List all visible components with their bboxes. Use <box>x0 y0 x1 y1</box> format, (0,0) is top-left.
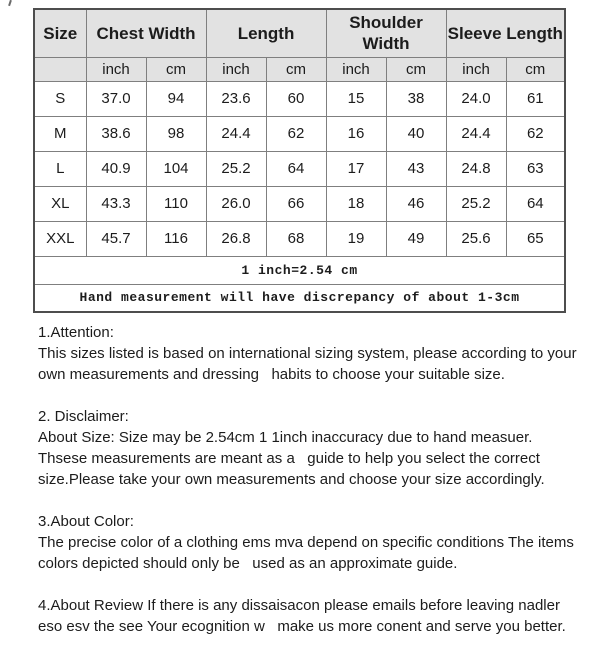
note-text: Hand measurement will have discrepancy of about 1-3cm <box>34 284 565 312</box>
table-row-xl <box>34 186 565 221</box>
value-cell: 61 <box>506 81 565 116</box>
value-cell: 24.8 <box>446 151 506 186</box>
value-cell: 24.4 <box>446 116 506 151</box>
paragraph-about-review <box>38 595 578 637</box>
table-unit-row <box>34 57 565 81</box>
value-cell: 49 <box>386 221 446 256</box>
paragraph-title: 3.About Color: <box>38 513 134 530</box>
table-row-s <box>34 81 565 116</box>
value-cell: 37.0 <box>86 81 146 116</box>
paragraph-body: This sizes listed is based on international sizing system, please according to your own measurements and dressing habits to choose your suitable size. <box>38 345 581 383</box>
unit-header: cm <box>506 57 565 81</box>
value-cell: 24.0 <box>446 81 506 116</box>
value-cell: 24.4 <box>206 116 266 151</box>
value-cell: 43.3 <box>86 186 146 221</box>
col-header-chest-width: Chest Width <box>86 9 206 57</box>
paragraph-body: The precise color of a clothing ems mva depend on specific conditions The items colors depicted should only be used as an approximate guide. <box>38 534 579 572</box>
paragraph-body: About Size: Size may be 2.54cm 1 1inch inaccuracy due to hand measuer. Thsese measurements are meant as a guide to help you select the correct size.Please take your own measurements and choose your size accordingly. <box>38 429 545 488</box>
value-cell: 25.2 <box>206 151 266 186</box>
unit-header: inch <box>86 57 146 81</box>
value-cell: 65 <box>506 221 565 256</box>
value-cell: 66 <box>266 186 326 221</box>
note-row-measurement-discrepancy <box>34 284 565 312</box>
value-cell: 18 <box>326 186 386 221</box>
note-text: 1 inch=2.54 cm <box>34 256 565 284</box>
value-cell: 98 <box>146 116 206 151</box>
value-cell: 15 <box>326 81 386 116</box>
value-cell: 40.9 <box>86 151 146 186</box>
artifact-mark <box>8 0 12 6</box>
col-header-shoulder-width: Shoulder Width <box>326 9 446 57</box>
value-cell: 116 <box>146 221 206 256</box>
value-cell: 26.8 <box>206 221 266 256</box>
value-cell: 64 <box>266 151 326 186</box>
paragraph-about-color <box>38 511 578 574</box>
note-row-inch-conversion <box>34 256 565 284</box>
value-cell: 26.0 <box>206 186 266 221</box>
size-cell: XL <box>34 186 86 221</box>
value-cell: 43 <box>386 151 446 186</box>
paragraph-disclaimer <box>38 406 578 490</box>
unit-header: cm <box>146 57 206 81</box>
size-cell: S <box>34 81 86 116</box>
size-cell: XXL <box>34 221 86 256</box>
unit-header: inch <box>326 57 386 81</box>
value-cell: 45.7 <box>86 221 146 256</box>
value-cell: 110 <box>146 186 206 221</box>
unit-header: cm <box>386 57 446 81</box>
col-header-sleeve-length: Sleeve Length <box>446 9 565 57</box>
value-cell: 104 <box>146 151 206 186</box>
value-cell: 62 <box>266 116 326 151</box>
size-chart-table <box>33 8 566 313</box>
table-row-l <box>34 151 565 186</box>
size-cell: L <box>34 151 86 186</box>
value-cell: 23.6 <box>206 81 266 116</box>
value-cell: 25.2 <box>446 186 506 221</box>
value-cell: 16 <box>326 116 386 151</box>
unit-header: inch <box>206 57 266 81</box>
disclaimer-text-block <box>38 322 581 658</box>
paragraph-attention <box>38 322 581 385</box>
paragraph-body: 4.About Review If there is any dissaisacon please emails before leaving nadler eso esv the see Your ecognition w make us more conent and serve you better. <box>38 597 566 635</box>
unit-header-empty <box>34 57 86 81</box>
value-cell: 19 <box>326 221 386 256</box>
value-cell: 25.6 <box>446 221 506 256</box>
paragraph-title: 2. Disclaimer: <box>38 408 129 425</box>
col-header-length: Length <box>206 9 326 57</box>
value-cell: 64 <box>506 186 565 221</box>
table-row-m <box>34 116 565 151</box>
col-header-size: Size <box>34 9 86 57</box>
value-cell: 62 <box>506 116 565 151</box>
unit-header: cm <box>266 57 326 81</box>
value-cell: 63 <box>506 151 565 186</box>
table-row-xxl <box>34 221 565 256</box>
value-cell: 38 <box>386 81 446 116</box>
value-cell: 94 <box>146 81 206 116</box>
table-header-row <box>34 9 565 57</box>
value-cell: 40 <box>386 116 446 151</box>
unit-header: inch <box>446 57 506 81</box>
paragraph-title: 1.Attention: <box>38 324 114 341</box>
value-cell: 68 <box>266 221 326 256</box>
value-cell: 38.6 <box>86 116 146 151</box>
value-cell: 46 <box>386 186 446 221</box>
size-cell: M <box>34 116 86 151</box>
value-cell: 60 <box>266 81 326 116</box>
value-cell: 17 <box>326 151 386 186</box>
